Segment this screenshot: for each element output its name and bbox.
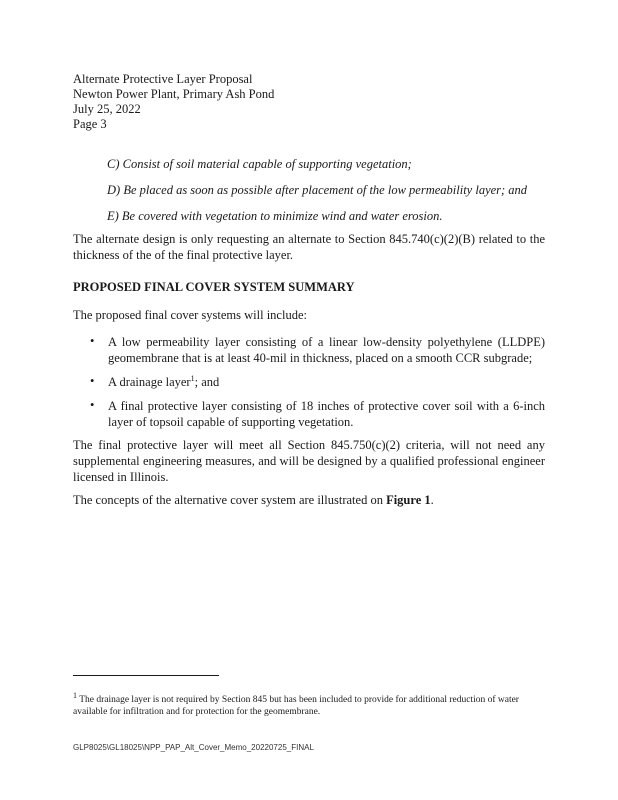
bullet-1-text: A low permeability layer consisting of a linear low-density polyethylene (LLDPE) geomembrane that is at least 40-mil in thickness, placed on a smooth CCR subgrade;: [108, 335, 545, 365]
requirement-e: E) Be covered with vegetation to minimize wind and water erosion.: [107, 209, 443, 223]
bullet-3-symbol: •: [90, 398, 95, 412]
bullet-2-symbol: •: [90, 374, 95, 388]
criteria-paragraph: The final protective layer will meet all Section 845.750(c)(2) criteria, will not need any supplemental engineering measures, and will be designed by a qualified professional engineer licensed in Illinois.: [73, 438, 545, 484]
header-date: July 25, 2022: [73, 102, 141, 116]
footnote-separator: [73, 675, 219, 676]
header-page-number: Page 3: [73, 117, 107, 131]
footnote-text: The drainage layer is not required by Section 845 but has been included to provide for additional reduction of water available for infiltration and for protection for the geomembrane.: [73, 695, 519, 717]
header-site: Newton Power Plant, Primary Ash Pond: [73, 87, 275, 101]
header-title: Alternate Protective Layer Proposal: [73, 72, 253, 86]
bullet-2-end: ; and: [194, 375, 220, 389]
requirement-d: D) Be placed as soon as possible after placement of the low permeability layer; and: [107, 183, 528, 197]
figure-reference: Figure 1: [386, 493, 431, 507]
section-heading: PROPOSED FINAL COVER SYSTEM SUMMARY: [73, 280, 355, 294]
concepts-end: .: [430, 493, 434, 507]
concepts-text: The concepts of the alternative cover system are illustrated on: [73, 493, 387, 507]
footnote-marker: 1: [73, 690, 77, 700]
bullet-3-text: A final protective layer consisting of 18 inches of protective cover soil with a 6-inch layer of topsoil capable of supporting vegetation.: [108, 399, 545, 429]
bullet-2-label: A drainage layer: [108, 375, 191, 389]
bullet-1-symbol: •: [90, 334, 95, 348]
alternate-paragraph: The alternate design is only requesting an alternate to Section 845.740(c)(2)(B) related to the thickness of the of the final protective layer.: [73, 232, 545, 262]
concepts-paragraph: [73, 492, 545, 508]
footnote-reference: 1: [190, 373, 195, 383]
file-path-footer: GLP8025\GL18025\NPP_PAP_Alt_Cover_Memo_20220725_FINAL: [73, 743, 314, 752]
bullet-2-text: [108, 374, 545, 390]
footnote: [73, 690, 545, 718]
page-header: [73, 72, 274, 132]
requirement-c: C) Consist of soil material capable of supporting vegetation;: [107, 157, 412, 171]
intro-paragraph: The proposed final cover systems will include:: [73, 308, 307, 322]
